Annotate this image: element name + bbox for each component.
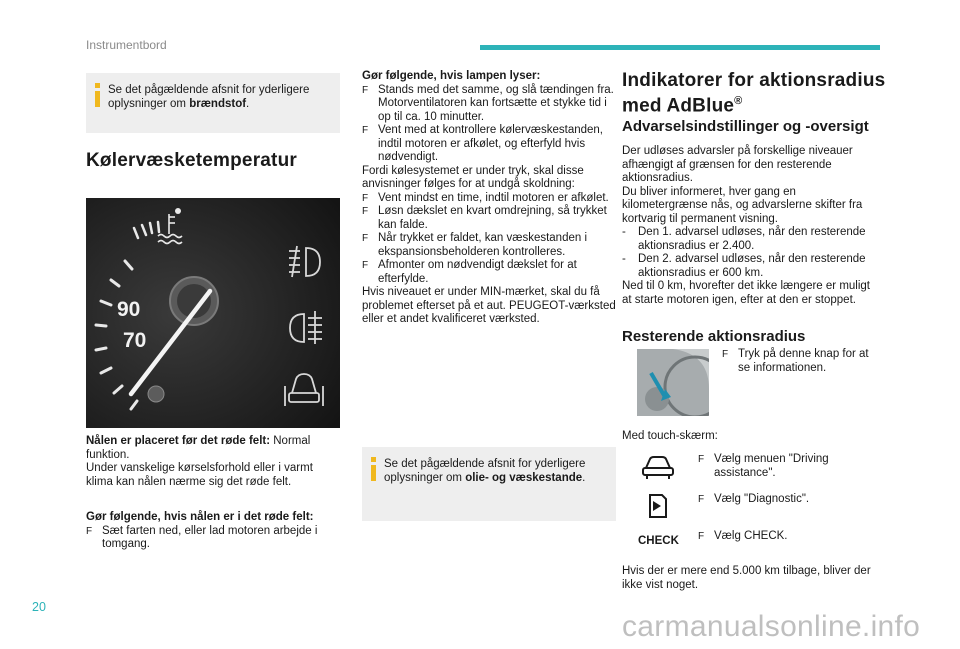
heading-coolant-temperature: Kølervæsketemperatur xyxy=(86,150,297,171)
page-number: 20 xyxy=(32,600,46,614)
subheading-remaining-range: Resterende aktionsradius xyxy=(622,328,806,345)
diagnostic-icon xyxy=(646,492,670,520)
note-text: Se det pågældende afsnit for yderligere oplysninger om brændstof. xyxy=(108,84,310,110)
press-button-text: F Tryk på denne knap for at se informationen. xyxy=(722,348,869,374)
heading-adblue-range: Indikatorer for aktionsradius med AdBlue® xyxy=(622,70,886,117)
warning-dot-icon xyxy=(175,208,181,214)
info-icon xyxy=(95,83,100,107)
menu-step-check: F Vælg CHECK. xyxy=(698,530,788,542)
list-item: F Stands med det samme, og slå tændingen fra. Motorventilatoren kan fortsætte et stykke tid i op til ca. 10 minutter. xyxy=(362,83,614,123)
list-item: F Vent med at kontrollere kølervæskestanden, indtil motoren er afkølet, og efterfyld hvis nødvendigt. xyxy=(362,124,604,163)
subheading-warning-settings: Advarselsindstillinger og -oversigt xyxy=(622,118,869,135)
menu-step-driving-assistance: F Vælg menuen "Driving assistance". xyxy=(698,453,829,479)
para-needle-red: Gør følgende, hvis nålen er i det røde felt: F Sæt farten ned, eller lad motoren arbejde i tomgang. xyxy=(86,511,318,550)
header-rule xyxy=(480,45,880,50)
info-note-fuel xyxy=(86,73,340,133)
watermark: carmanualsonline.info xyxy=(622,610,921,643)
warning-settings-text: Der udløses advarsler på forskellige niveauer afhængigt af grænsen for den resterende aktionsradius. Du bliver informeret, hver gang en kilometergrænse nås, og advarslerne skifter fra kortvarig til permanent visning. - Den 1. advarsel udløses, når den resterende aktionsradius er 2.400. - Den 2. advarsel udløses, når den resterende aktionsradius er 600 km. Ned til 0 km, hvorefter det ikke længere er muligt at starte motoren igen, efter at den er stoppet. xyxy=(622,145,880,307)
touch-screen-label: Med touch-skærm: xyxy=(622,430,718,442)
list-item: - Den 1. advarsel udløses, når den resterende aktionsradius er 2.400. xyxy=(622,226,866,252)
section-title: Instrumentbord xyxy=(86,38,167,52)
list-item: F Løsn dækslet en kvart omdrejning, så trykket kan falde. xyxy=(362,205,607,231)
menu-step-diagnostic: F Vælg "Diagnostic". xyxy=(698,493,810,505)
check-label: CHECK xyxy=(638,535,679,547)
coolant-gauge-image xyxy=(86,198,340,428)
list-item: F Afmonter om nødvendigt dækslet for at efterfylde. xyxy=(362,259,577,285)
final-note-text: Hvis der er mere end 5.000 km tilbage, bliver der ikke vist noget. xyxy=(622,565,871,591)
range-button-image xyxy=(637,349,709,416)
warning-light-instructions: Gør følgende, hvis lampen lyser: F Stands med det samme, og slå tændingen fra. Motorventilatoren kan fortsætte et stykke tid i op til ca. 10 minutter. F Vent med at kontrollere kølervæskestanden, indtil motoren er afkølet, og efterfyld hvis nødvendigt. Fordi kølesystemet er under tryk, skal disse anvisninger følges for at undgå skoldning: F Vent mindst en time, indtil motoren er afkølet. F Løsn dækslet en kvart omdrejning, så trykket kan falde. F Når trykket er faldet, kan væskestanden i ekspansionsbeholderen kontrolleres. F Afmonter om nødvendigt dækslet for at efterfylde. Hvis niveauet er under MIN-mærket, skal du få problemet efterset på et aut. PEUGEOT-værksted eller et andet kvalificeret værksted. xyxy=(362,70,616,325)
list-item: - Den 2. advarsel udløses, når den resterende aktionsradius er 600 km. xyxy=(622,253,866,279)
list-item: F Når trykket er faldet, kan væskestanden i ekspansionsbeholderen kontrolleres. xyxy=(362,232,588,258)
info-note-fluids xyxy=(362,447,616,521)
list-item: F Vent mindst en time, indtil motoren er afkølet. xyxy=(362,191,609,204)
info-icon xyxy=(371,457,376,481)
driving-assistance-icon xyxy=(640,452,676,480)
gauge-label-90: 90 xyxy=(117,298,141,321)
gauge-label-70: 70 xyxy=(123,329,147,352)
note-text: Se det pågældende afsnit for yderligere oplysninger om olie- og væskestande. xyxy=(384,458,586,484)
para-needle-normal: Nålen er placeret før det røde felt: Normal funktion. Under vanskelige kørselsforhold eller i varmt klima kan nålen nærme sig det røde felt. xyxy=(86,435,313,488)
